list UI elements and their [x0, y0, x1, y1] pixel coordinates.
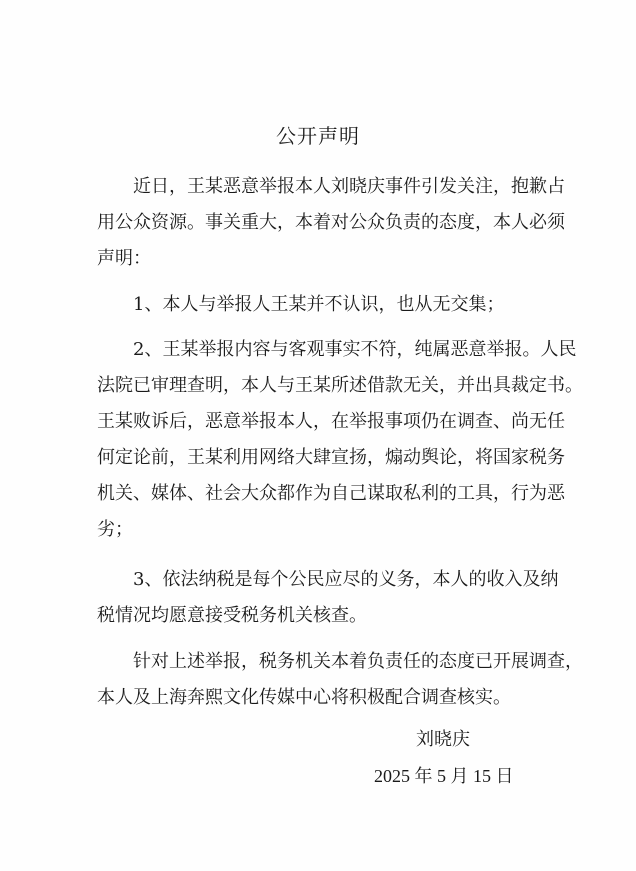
statement-item-1: 1、本人与举报人王某并不认识，也从无交集；	[133, 294, 505, 315]
statement-item-2-line: 2、王某举报内容与客观事实不符，纯属恶意举报。人民	[133, 339, 577, 360]
closing-paragraph-line: 本人及上海奔熙文化传媒中心将积极配合调查核实。	[97, 687, 511, 708]
paragraph-intro-line: 用公众资源。事关重大，本着对公众负责的态度，本人必须	[97, 212, 565, 233]
statement-item-2-line: 法院已审理查明，本人与王某所述借款无关，并出具裁定书。	[97, 375, 583, 396]
statement-item-3-line: 3、依法纳税是每个公民应尽的义务，本人的收入及纳	[133, 569, 559, 590]
statement-date: 2025 年 5 月 15 日	[374, 766, 514, 786]
paragraph-intro-line: 声明：	[97, 248, 151, 269]
statement-item-2-line: 何定论前，王某利用网络大肆宣扬，煽动舆论，将国家税务	[97, 447, 565, 468]
closing-paragraph-line: 针对上述举报，税务机关本着负责任的态度已开展调查，	[133, 651, 583, 672]
statement-item-2-line: 王某败诉后，恶意举报本人，在举报事项仍在调查、尚无任	[97, 411, 565, 432]
document-title: 公开声明	[276, 124, 360, 148]
statement-item-3-line: 税情况均愿意接受税务机关核查。	[97, 605, 367, 626]
statement-item-2-line: 劣；	[97, 519, 133, 540]
signature: 刘晓庆	[416, 729, 470, 750]
statement-item-2-line: 机关、媒体、社会大众都作为自己谋取私利的工具，行为恶	[97, 483, 565, 504]
paragraph-intro-line: 近日，王某恶意举报本人刘晓庆事件引发关注，抱歉占	[133, 176, 565, 197]
